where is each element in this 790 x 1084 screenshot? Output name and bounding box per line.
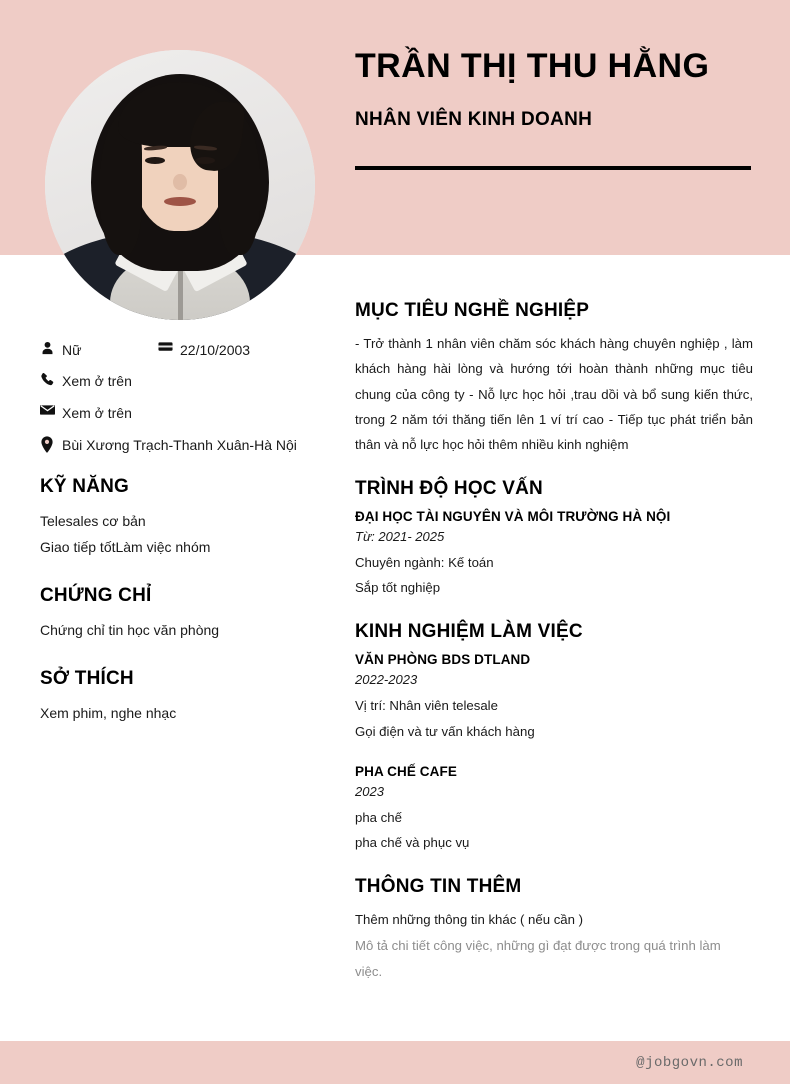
contact-email <box>40 403 318 424</box>
skills-item: Telesales cơ bản <box>40 513 146 530</box>
education-entry <box>355 509 753 601</box>
contact-birthday-value: 22/10/2003 <box>180 342 251 358</box>
main-content <box>355 300 753 1004</box>
experience-line: pha chế <box>355 809 402 825</box>
additional-info-section <box>355 876 753 984</box>
contact-phone-value: Xem ở trên <box>62 373 132 390</box>
avatar-photo <box>45 50 315 320</box>
footer-watermark: @jobgovn.com <box>636 1055 743 1071</box>
certificates-item: Chứng chỉ tin học văn phòng <box>40 622 220 639</box>
additional-info-placeholder: việc. <box>355 963 383 979</box>
location-pin-icon <box>40 435 62 453</box>
sidebar <box>40 340 318 727</box>
additional-info-line: Thêm những thông tin khác ( nếu cần ) <box>355 912 584 928</box>
envelope-icon <box>40 403 62 416</box>
contact-address <box>40 435 318 456</box>
objective-title: MỤC TIÊU NGHỀ NGHIỆP <box>355 300 590 321</box>
contact-email-value: Xem ở trên <box>62 405 132 422</box>
experience-org: VĂN PHÒNG BDS DTLAND <box>355 652 531 668</box>
contact-gender <box>40 340 158 360</box>
education-date: Từ: 2021- 2025 <box>355 528 445 544</box>
photo-eye-right <box>195 157 215 164</box>
contact-phone <box>40 371 318 392</box>
interests-item: Xem phim, nghe nhạc <box>40 704 177 721</box>
education-org: ĐẠI HỌC TÀI NGUYÊN VÀ MÔI TRƯỜNG HÀ NỘI <box>355 508 671 524</box>
contact-address-value: Bùi Xương Trạch-Thanh Xuân-Hà Nội <box>62 437 297 454</box>
photo-zipper <box>178 269 183 320</box>
experience-date: 2022-2023 <box>355 672 418 688</box>
header-divider <box>355 166 751 170</box>
certificates-title: CHỨNG CHỈ <box>40 585 152 607</box>
contact-birthday <box>158 340 250 360</box>
photo-eye-left <box>145 157 165 164</box>
experience-title: KINH NGHIỆM LÀM VIỆC <box>355 621 583 643</box>
experience-org: PHA CHẾ CAFE <box>355 763 457 779</box>
education-section <box>355 478 753 601</box>
skills-title: KỸ NĂNG <box>40 476 130 498</box>
education-line: Sắp tốt nghiệp <box>355 580 441 596</box>
candidate-name: TRẦN THỊ THU HẰNG <box>355 47 710 85</box>
contact-row-gender-birthday <box>40 340 318 360</box>
contact-gender-value: Nữ <box>62 342 82 358</box>
phone-icon <box>40 371 62 387</box>
experience-section <box>355 621 753 856</box>
experience-entry <box>355 652 753 744</box>
additional-info-title: THÔNG TIN THÊM <box>355 876 522 898</box>
person-icon <box>40 340 62 356</box>
card-icon <box>158 340 180 353</box>
experience-line: Gọi điện và tư vấn khách hàng <box>355 723 535 739</box>
experience-entry <box>355 764 753 856</box>
photo-nose <box>173 174 187 190</box>
experience-date: 2023 <box>355 783 384 799</box>
entry-spacer <box>355 751 753 764</box>
objective-body: - Trở thành 1 nhân viên chăm sóc khách hàng chuyên nghiệp , làm khách hàng hài lòng và hướng tới hoàn thành những mục tiêu chung của công ty - Nỗ lực học hỏi ,trau dồi và bổ sung kiến thức, trong 2 năm tới thăng tiến lên 1 ví trí cao - Tiếp tục phát triển bản thân và nỗ lực học hỏi thêm nhiều kinh nghiệm <box>355 336 753 453</box>
interests-title: SỞ THÍCH <box>40 667 134 689</box>
candidate-role: NHÂN VIÊN KINH DOANH <box>355 109 593 130</box>
avatar <box>45 50 315 320</box>
experience-line: pha chế và phục vụ <box>355 835 470 851</box>
experience-line: Vị trí: Nhân viên telesale <box>355 698 498 714</box>
objective-section <box>355 300 753 458</box>
skills-item: Giao tiếp tốtLàm việc nhóm <box>40 539 211 556</box>
additional-info-placeholder: Mô tả chi tiết công việc, những gì đạt được trong quá trình làm <box>355 937 721 953</box>
education-title: TRÌNH ĐỘ HỌC VẤN <box>355 477 543 499</box>
education-line: Chuyên ngành: Kế toán <box>355 554 494 570</box>
